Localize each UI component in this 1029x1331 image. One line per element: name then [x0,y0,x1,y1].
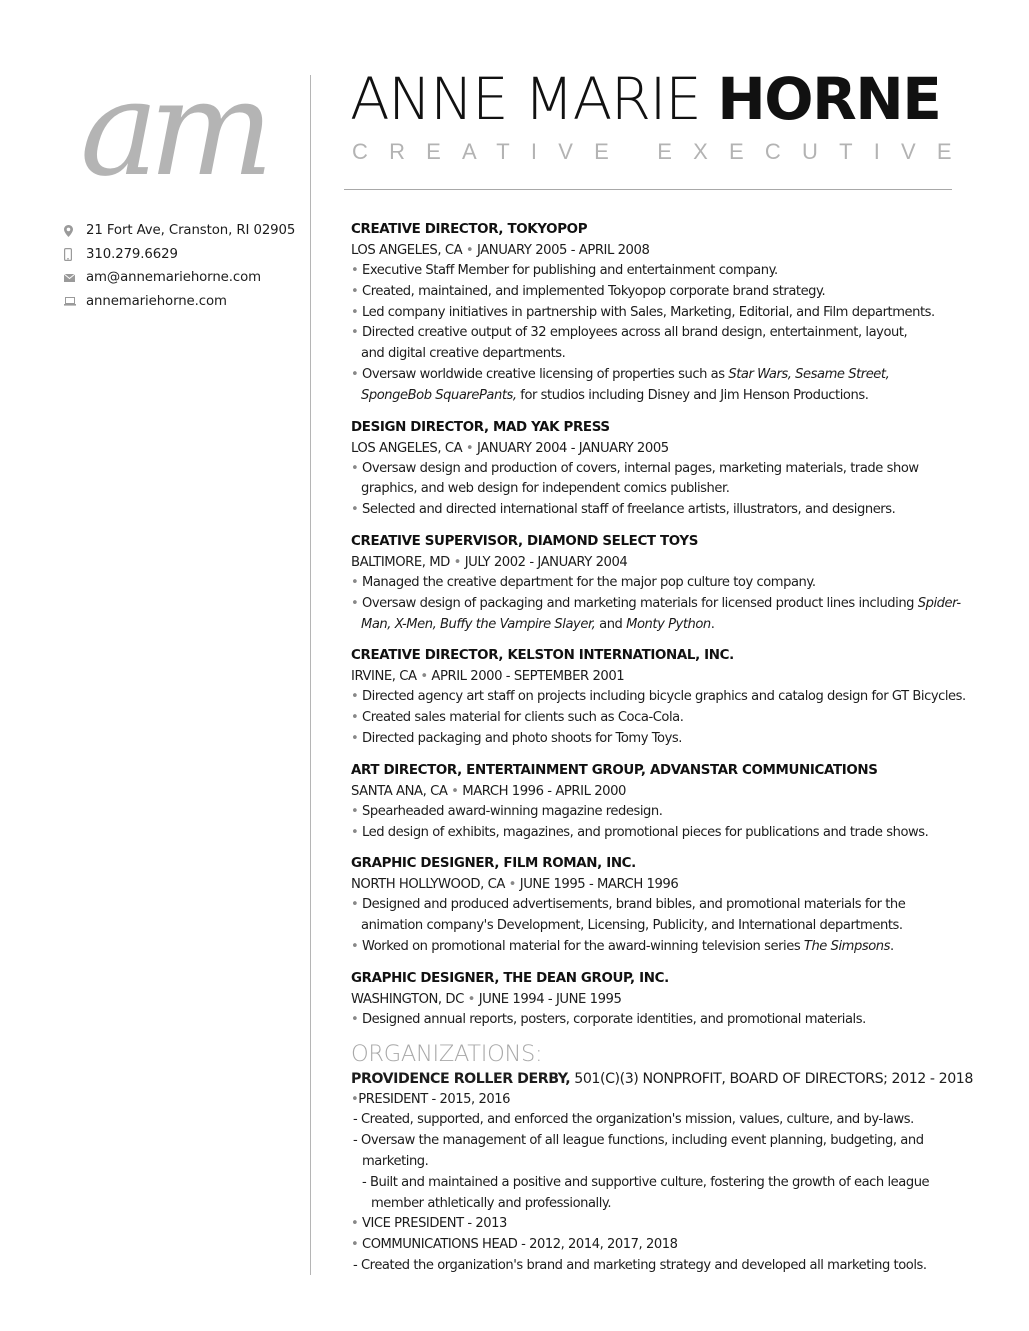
job-bullet: • Designed and produced advertisements, brand bibles, and promotional materials for the animation company's Development, Licensing, Publicity, and International departments. [351,897,906,934]
job-bullet: • Oversaw worldwide creative licensing of properties such as Star Wars, Sesame Street, SpongeBob SquarePants, for studios including Disney and Jim Henson Productions. [351,366,890,403]
job-heading: DESIGN DIRECTOR, MAD YAK PRESS [351,419,610,435]
job-bullet: • Directed packaging and photo shoots for Tomy Toys. [351,730,682,746]
job-meta: WASHINGTON, DC • JUNE 1994 - JUNE 1995 [351,991,622,1007]
phone-icon [64,248,86,261]
job-entry [351,645,981,749]
organizations-section [351,1041,981,1277]
job-meta: LOS ANGELES, CA • JANUARY 2005 - APRIL 2008 [351,243,650,258]
job-bullet: • Designed annual reports, posters, corporate identities, and promotional materials. [351,1011,866,1027]
role-communications-head: • COMMUNICATIONS HEAD - 2012, 2014, 2017, 2018 [351,1237,678,1253]
job-entry [351,968,981,1031]
job-heading: GRAPHIC DESIGNER, FILM ROMAN, INC. [351,856,636,872]
org-entry [351,1068,981,1090]
job-meta: BALTIMORE, MD • JULY 2002 - JANUARY 2004 [351,554,628,570]
role-item: - Oversaw the management of all league functions, including event planning, budgeting, and marketing. [353,1133,924,1169]
organizations-heading: ORGANIZATIONS: [351,1040,543,1067]
job-dates: JUNE 1994 - JUNE 1995 [478,991,622,1007]
job-bullet: • Worked on promotional material for the award-winning television series The Simpsons. [351,938,894,954]
svg-text:am: am [80,62,264,202]
job-bullet: • Directed agency art staff on projects including bicycle graphics and catalog design for GT Bicycles. [351,689,966,705]
contact-website [64,290,295,314]
job-meta: SANTA ANA, CA • MARCH 1996 - APRIL 2000 [351,783,626,799]
laptop-icon [64,297,86,306]
role-item: - Built and maintained a positive and supportive culture, fostering the growth of each league member athletically and professionally. [362,1174,930,1211]
experience-section [351,219,981,1277]
contact-block [64,219,295,313]
header-divider [344,189,952,190]
job-bullet: • Led design of exhibits, magazines, and promotional pieces for publications and trade shows. [351,824,929,840]
job-location: IRVINE, CA [351,669,417,685]
phone-text[interactable]: 310.279.6629 [86,246,178,262]
job-entry [351,219,981,407]
job-dates: JANUARY 2004 - JANUARY 2005 [477,440,669,456]
contact-email [64,266,295,290]
job-meta: LOS ANGELES, CA • JANUARY 2004 - JANUARY 2005 [351,440,669,456]
job-entry [351,531,981,635]
job-location: SANTA ANA, CA [351,783,448,799]
job-heading: CREATIVE DIRECTOR, TOKYOPOP [351,222,588,237]
job-heading: GRAPHIC DESIGNER, THE DEAN GROUP, INC. [351,970,669,986]
person-name [350,64,940,134]
job-bullet: • Executive Staff Member for publishing and entertainment company. [351,263,778,278]
job-location: LOS ANGELES, CA [351,440,463,456]
job-dates: JUNE 1995 - MARCH 1996 [519,877,679,893]
org-detail: 501(C)(3) NONPROFIT, BOARD OF DIRECTORS; 2012 - 2018 [570,1070,973,1087]
contact-address [64,219,295,243]
job-bullet: • Managed the creative department for the major pop culture toy company. [351,574,816,590]
job-bullet: • Spearheaded award-winning magazine redesign. [351,803,663,819]
monogram-logo [76,62,286,202]
job-bullet: • Created sales material for clients such as Coca-Cola. [351,710,684,726]
job-location: WASHINGTON, DC [351,991,464,1007]
job-dates: JULY 2002 - JANUARY 2004 [464,554,628,570]
job-entry [351,417,981,521]
job-heading: ART DIRECTOR, ENTERTAINMENT GROUP, ADVANSTAR COMMUNICATIONS [351,762,878,778]
job-bullet: • Led company initiatives in partnership with Sales, Marketing, Editorial, and Film departments. [351,304,935,320]
job-heading: CREATIVE DIRECTOR, KELSTON INTERNATIONAL, INC. [351,648,734,664]
job-dates: MARCH 1996 - APRIL 2000 [462,783,626,799]
job-meta: NORTH HOLLYWOOD, CA • JUNE 1995 - MARCH 1996 [351,877,679,893]
job-entry [351,853,981,957]
job-location: BALTIMORE, MD [351,554,450,570]
role-vice-president: • VICE PRESIDENT - 2013 [351,1216,507,1232]
job-bullet: • Directed creative output of 32 employees across all brand design, entertainment, layout, and digital creative departments. [351,325,908,362]
role-item: - Created the organization's brand and marketing strategy and developed all marketing tools. [353,1257,927,1273]
job-heading: CREATIVE SUPERVISOR, DIAMOND SELECT TOYS [351,533,698,549]
job-entry [351,760,981,844]
role-president: •PRESIDENT - 2015, 2016 [351,1091,510,1107]
role-item: - Created, supported, and enforced the organization's mission, values, culture, and by-laws. [353,1112,914,1128]
job-dates: APRIL 2000 - SEPTEMBER 2001 [431,669,625,685]
job-location: LOS ANGELES, CA [351,243,463,258]
contact-phone [64,243,295,267]
address-text: 21 Fort Ave, Cranston, RI 02905 [86,223,296,239]
first-name: ANNE MARIE [350,65,701,133]
job-bullet: • Oversaw design and production of covers, internal pages, marketing materials, trade show graphics, and web design for independent comics publisher. [351,460,919,497]
vertical-divider [310,75,311,1275]
email-link[interactable]: am@annemariehorne.com [86,270,261,286]
job-bullet: • Oversaw design of packaging and marketing materials for licensed product lines including Spider-Man, X-Men, Buffy the Vampire Slayer, and Monty Python. [351,595,961,632]
last-name: HORNE [717,65,941,133]
job-bullet: • Selected and directed international staff of freelance artists, illustrators, and designers. [351,502,896,518]
org-name: PROVIDENCE ROLLER DERBY, [351,1070,571,1087]
job-location: NORTH HOLLYWOOD, CA [351,877,505,893]
job-meta: IRVINE, CA • APRIL 2000 - SEPTEMBER 2001 [351,669,625,685]
job-bullet: • Created, maintained, and implemented Tokyopop corporate brand strategy. [351,283,826,299]
job-title-header: CREATIVE EXECUTIVE [352,139,973,164]
job-dates: JANUARY 2005 - APRIL 2008 [477,243,650,258]
location-pin-icon [64,225,86,237]
email-icon [64,274,86,282]
website-link[interactable]: annemariehorne.com [86,293,227,309]
